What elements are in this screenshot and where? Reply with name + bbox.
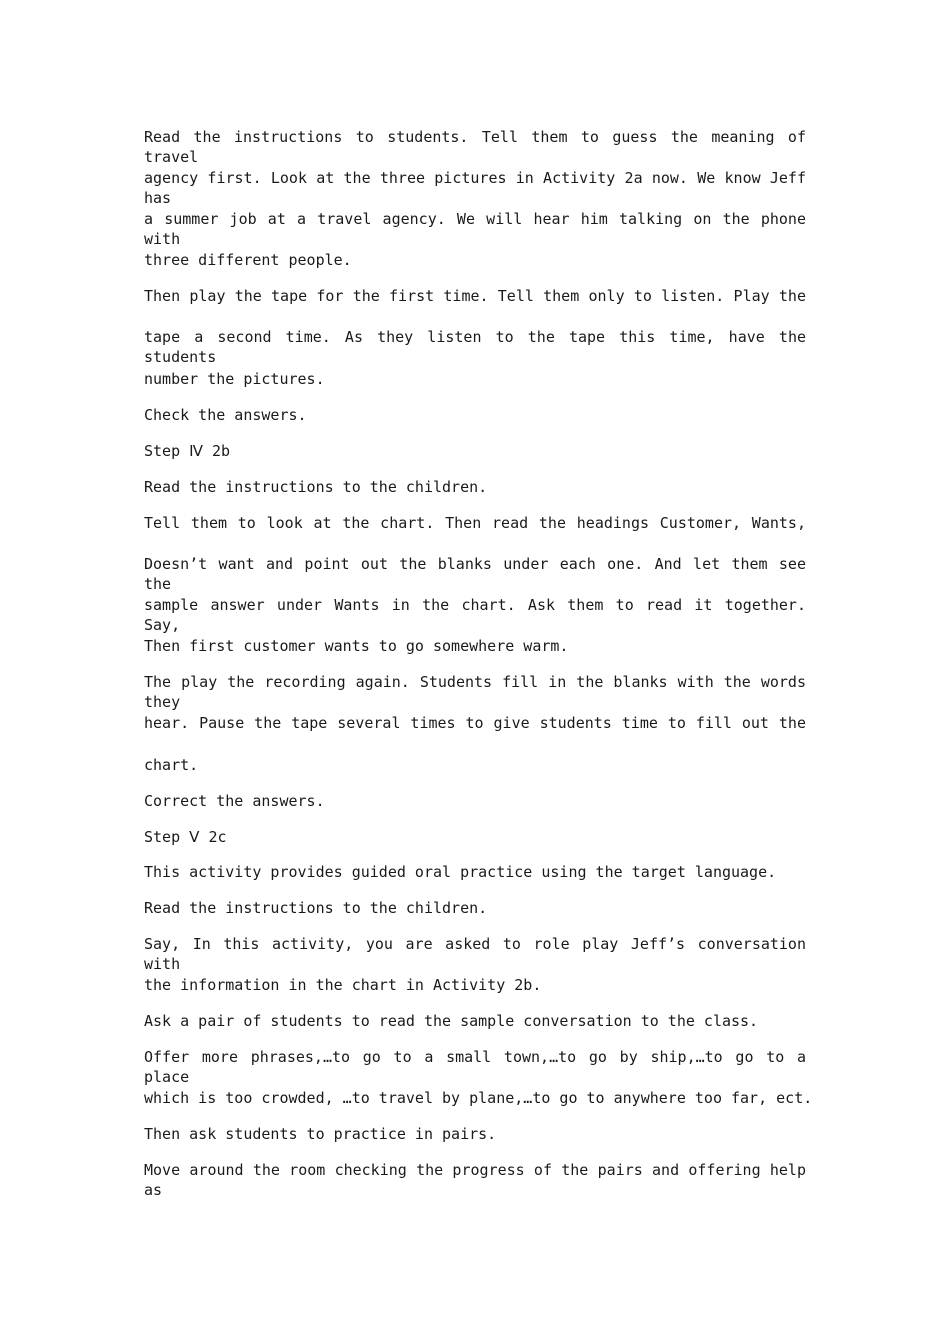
- paragraph-line: agency first. Look at the three pictures in Activity 2a now. We know Jeff has: [144, 169, 806, 207]
- paragraph-line: Offer more phrases,…to go to a small town,…to go by ship,…to go to a place: [144, 1048, 806, 1086]
- paragraph-line: number the pictures.: [144, 370, 325, 388]
- paragraph-line: three different people.: [144, 251, 352, 269]
- paragraph-line: Check the answers.: [144, 406, 307, 424]
- paragraph-line: sample answer under Wants in the chart. Ask them to read it together. Say,: [144, 596, 806, 634]
- paragraph-line: Read the instructions to the children.: [144, 478, 488, 496]
- paragraph-line: Move around the room checking the progress of the pairs and offering help as: [144, 1161, 806, 1199]
- paragraph-line: Then ask students to practice in pairs.: [144, 1125, 497, 1143]
- paragraph-line: Tell them to look at the chart. Then read the headings Customer, Wants,: [144, 514, 806, 532]
- paragraph-line: Then play the tape for the first time. Tell them only to listen. Play the: [144, 287, 806, 305]
- paragraph-line: Read the instructions to students. Tell them to guess the meaning of travel: [144, 128, 806, 166]
- step-heading: Step Ⅳ 2b: [144, 442, 231, 460]
- paragraph-line: Ask a pair of students to read the sample conversation to the class.: [144, 1012, 759, 1030]
- paragraph-line: chart.: [144, 756, 199, 774]
- paragraph-line: The play the recording again. Students fill in the blanks with the words they: [144, 673, 806, 711]
- paragraph-line: Doesn’t want and point out the blanks under each one. And let them see the: [144, 555, 806, 593]
- paragraph-line: which is too crowded, …to travel by plane,…to go to anywhere too far, ect.: [144, 1089, 813, 1107]
- paragraph-line: Then first customer wants to go somewhere warm.: [144, 637, 569, 655]
- paragraph-line: hear. Pause the tape several times to give students time to fill out the: [144, 714, 806, 732]
- paragraph-line: tape a second time. As they listen to the tape this time, have the students: [144, 328, 806, 366]
- paragraph-line: Say, In this activity, you are asked to role play Jeff’s conversation with: [144, 935, 806, 973]
- paragraph-line: Correct the answers.: [144, 792, 325, 810]
- paragraph-line: the information in the chart in Activity 2b.: [144, 976, 542, 994]
- paragraph-line: This activity provides guided oral practice using the target language.: [144, 863, 777, 881]
- paragraph-line: Read the instructions to the children.: [144, 899, 488, 917]
- paragraph-line: a summer job at a travel agency. We will hear him talking on the phone with: [144, 210, 806, 248]
- step-heading: Step Ⅴ 2c: [144, 828, 227, 846]
